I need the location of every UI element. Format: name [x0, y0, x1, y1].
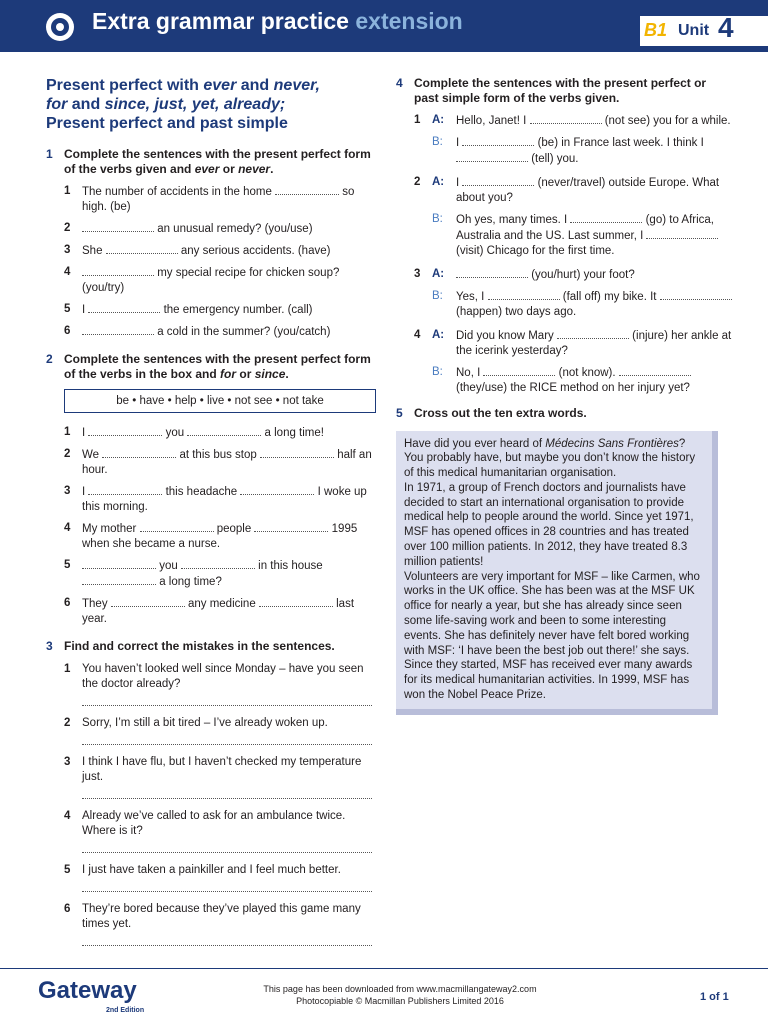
passage-text: Volunteers are very important for MSF – like Carmen, who works in the UK office. She has been was at the MSF UK office for nearly a year, but she has already since seen some life-saving work and been to some interesting events. She has definitely never have felt bored working with MSF: ‘I have been the best job out there!’ she says. — [404, 570, 700, 657]
answer-blank[interactable] — [254, 521, 328, 532]
list-item — [46, 902, 376, 946]
answer-blank[interactable] — [102, 447, 176, 458]
level-badge — [640, 12, 768, 46]
list-item — [46, 447, 376, 478]
answer-blank[interactable] — [88, 302, 160, 313]
word-box: be • have • help • live • not see • not take — [64, 389, 376, 413]
list-item — [46, 425, 376, 441]
dialogue-text — [432, 135, 734, 167]
answer-blank[interactable] — [619, 365, 691, 376]
item-number: 2 — [64, 716, 71, 729]
right-column — [396, 76, 734, 715]
dialogue-text — [432, 212, 734, 259]
list-item — [46, 265, 376, 296]
item-text: a long time! — [261, 427, 324, 439]
exercise-2-instruction: 2 Complete the sentences with the present perfect form of the verbs in the box and for or since. — [46, 352, 371, 381]
list-item — [46, 521, 376, 552]
dialogue-item — [396, 267, 734, 320]
exercise-1-instruction: 1 Complete the sentences with the present perfect form of the verbs given and ever or never. — [46, 147, 371, 176]
list-item — [46, 863, 376, 892]
item-text: I think I have flu, but I haven’t checked my temperature just. — [82, 755, 362, 783]
answer-blank[interactable] — [456, 267, 528, 278]
answer-blank[interactable] — [483, 365, 555, 376]
item-text: this headache — [162, 486, 241, 498]
item-text: My mother — [82, 523, 140, 535]
answer-blank[interactable] — [456, 151, 528, 162]
item-number: 1 — [64, 426, 71, 438]
dialogue-item — [396, 113, 734, 167]
answer-blank[interactable] — [646, 228, 718, 239]
page-title — [92, 8, 463, 35]
dialogue-text — [432, 113, 734, 129]
list-item — [46, 243, 376, 259]
list-item — [46, 221, 376, 237]
dialogue-text — [432, 365, 734, 396]
answer-blank[interactable] — [88, 425, 162, 436]
correction-line[interactable] — [82, 839, 372, 853]
item-text: They’re bored because they’ve played this game many times yet. — [82, 902, 361, 930]
unit-label: Unit — [678, 22, 710, 39]
list-item — [46, 302, 376, 318]
dialogue-line — [396, 267, 734, 283]
item-number: 5 — [64, 559, 71, 571]
item-text: people — [213, 523, 255, 535]
item-text: (injure) her ankle at the icerink yesterday? — [456, 330, 732, 357]
item-number: 6 — [64, 597, 71, 609]
dialogue-text — [432, 267, 734, 283]
item-number: 4 — [64, 522, 71, 534]
footer-notice: This page has been downloaded from www.macmillangateway2.com Photocopiable © Macmillan Publishers Limited 2016 — [263, 984, 537, 1006]
dialogue-line — [396, 365, 734, 396]
speaker-label: B: — [432, 213, 443, 225]
answer-blank[interactable] — [557, 328, 629, 339]
item-text: I woke up this morning. — [82, 486, 367, 513]
item-text: We — [82, 449, 103, 461]
answer-blank[interactable] — [462, 175, 534, 186]
item-number: 2 — [64, 448, 71, 460]
item-text: (tell) you. — [528, 153, 579, 165]
item-text: at this bus stop — [176, 449, 260, 461]
speaker-label: A: — [432, 329, 445, 341]
passage-italic: Médecins Sans Frontières — [545, 437, 679, 450]
list-item — [46, 755, 376, 799]
item-text: the emergency number. (call) — [160, 304, 313, 316]
exercise-1-items — [46, 184, 376, 340]
exercise-3-items — [46, 662, 376, 946]
passage-paragraph — [404, 437, 704, 481]
answer-blank[interactable] — [82, 221, 154, 232]
list-item — [46, 558, 376, 590]
page-number: 1 of 1 — [700, 991, 729, 1003]
passage-paragraph — [404, 570, 704, 659]
dialogue-item — [396, 328, 734, 396]
item-text: you — [156, 560, 181, 572]
item-number: 1 — [64, 662, 71, 675]
exercise-3-instruction: 3 Find and correct the mistakes in the sentences. — [46, 639, 335, 653]
left-column — [46, 76, 376, 956]
answer-blank[interactable] — [570, 212, 642, 223]
correction-line[interactable] — [82, 878, 372, 892]
passage-paragraph — [404, 481, 704, 570]
answer-blank[interactable] — [82, 324, 154, 335]
item-text: Oh yes, many times. I — [456, 214, 571, 226]
item-number: 1 — [64, 185, 71, 197]
item-text: (never/travel) outside Europe. What about you? — [456, 177, 720, 204]
item-text: (they/use) the RICE method on her injury yet? — [456, 382, 690, 394]
page-header — [0, 0, 768, 52]
item-number: 6 — [64, 902, 71, 915]
level-label: B1 — [644, 20, 668, 40]
item-number: 4 — [414, 329, 421, 341]
item-text: (go) to Africa, Australia and the US. Last summer, I — [456, 214, 714, 242]
exercise-2-items — [46, 425, 376, 627]
answer-blank[interactable] — [660, 289, 732, 300]
item-text: I — [82, 427, 89, 439]
dialogue-text — [432, 175, 734, 206]
item-text: (fall off) my bike. It — [559, 291, 660, 303]
title-main: Extra grammar practice — [92, 8, 349, 34]
unit-number: 4 — [718, 12, 734, 43]
item-text: an unusual remedy? (you/use) — [154, 223, 313, 235]
item-text: Yes, I — [456, 291, 488, 303]
gear-icon — [46, 13, 74, 41]
passage-text: Have did you ever heard of — [404, 437, 546, 450]
passage-paragraph — [404, 658, 704, 702]
answer-blank[interactable] — [82, 574, 156, 585]
correction-line[interactable] — [82, 932, 372, 946]
answer-blank[interactable] — [530, 113, 602, 124]
passage-text: In 1971, a group of French doctors and journalists have decided to start an international organisation to provide medical help to people around the world. Since yet 1971, MSF has opened offices in 28 countries and has treated over 100 million patients. In 2012, they have treated 8.3 million patients! — [404, 481, 694, 568]
speaker-label: B: — [432, 136, 443, 148]
list-item — [46, 809, 376, 853]
item-text: I — [456, 137, 463, 149]
section-heading: Present perfect with ever and never, for and since, just, yet, already; Present perfect and past simple — [46, 77, 320, 132]
correction-line[interactable] — [82, 692, 372, 706]
item-text: I just have taken a painkiller and I feel much better. — [82, 863, 341, 876]
item-number: 3 — [64, 755, 71, 768]
dialogue-line — [396, 175, 734, 206]
list-item — [46, 324, 376, 340]
item-text: my special recipe for chicken soup? (you/try) — [82, 267, 340, 294]
answer-blank[interactable] — [140, 521, 214, 532]
item-text: (visit) Chicago for the first time. — [456, 245, 615, 257]
answer-blank[interactable] — [88, 484, 162, 495]
dialogue-line — [396, 135, 734, 167]
exercise-5-instruction: 5 Cross out the ten extra words. — [396, 406, 587, 420]
list-item — [46, 596, 376, 627]
answer-blank[interactable] — [111, 596, 185, 607]
speaker-label: A: — [432, 114, 445, 126]
answer-blank[interactable] — [82, 265, 154, 276]
passage-text: Since they started, MSF has received ever many awards for its medical humanitarian activities. In 1999, MSF has won the Nobel Peace Prize. — [404, 659, 693, 702]
correction-line[interactable] — [82, 731, 372, 745]
item-text: (not see) you for a while. — [601, 115, 731, 127]
item-text: Hello, Janet! I — [456, 115, 530, 127]
list-item — [46, 716, 376, 745]
list-item — [46, 662, 376, 706]
dialogue-line — [396, 328, 734, 359]
list-item — [46, 484, 376, 515]
item-text: any serious accidents. (have) — [177, 245, 331, 257]
speaker-label: A: — [432, 268, 445, 280]
item-number: 5 — [64, 863, 71, 876]
speaker-label: A: — [432, 176, 445, 188]
item-number: 2 — [64, 222, 71, 234]
item-text: No, I — [456, 367, 484, 379]
title-extension: extension — [355, 8, 463, 34]
item-text: 1995 when she became a nurse. — [82, 523, 358, 550]
answer-blank[interactable] — [462, 135, 534, 146]
dialogue-item — [396, 175, 734, 259]
dialogue-line — [396, 289, 734, 320]
item-number: 3 — [64, 244, 71, 256]
gateway-logo: Gateway 2nd Edition — [38, 977, 145, 1014]
answer-blank[interactable] — [275, 184, 339, 195]
page-footer — [0, 968, 768, 1024]
dialogue-text — [432, 328, 734, 359]
item-text: The number of accidents in the home — [82, 186, 276, 198]
item-number: 3 — [64, 485, 71, 497]
reading-passage — [396, 431, 718, 715]
answer-blank[interactable] — [260, 447, 334, 458]
list-item — [46, 184, 376, 215]
item-text: I — [456, 177, 463, 189]
dialogue-line — [396, 212, 734, 259]
answer-blank[interactable] — [82, 558, 156, 569]
answer-blank[interactable] — [106, 243, 178, 254]
dialogue-text — [432, 289, 734, 320]
item-text: so high. (be) — [82, 186, 355, 213]
item-text: any medicine — [184, 598, 259, 610]
answer-blank[interactable] — [488, 289, 560, 300]
item-text: They — [82, 598, 111, 610]
item-text: (happen) two days ago. — [456, 306, 577, 318]
item-text: Already we’ve called to ask for an ambulance twice. Where is it? — [82, 809, 346, 837]
item-text: You haven’t looked well since Monday – have you seen the doctor already? — [82, 662, 364, 690]
item-text: Did you know Mary — [456, 330, 557, 342]
item-text: (you/hurt) your foot? — [528, 269, 635, 281]
item-text: Sorry, I’m still a bit tired – I’ve already woken up. — [82, 716, 328, 729]
item-text: I — [82, 486, 89, 498]
item-text: a cold in the summer? (you/catch) — [154, 326, 331, 338]
item-number: 3 — [414, 268, 421, 280]
answer-blank[interactable] — [181, 558, 255, 569]
item-text: a long time? — [156, 576, 222, 588]
item-text: last year. — [82, 598, 355, 625]
item-number: 4 — [64, 809, 71, 822]
item-text: I — [82, 304, 89, 316]
passage-text: ? You probably have, but maybe you don’t know the history of this medical humanitarian organisation. — [404, 437, 696, 480]
item-number: 1 — [414, 114, 421, 126]
exercise-4-instruction: 4 Complete the sentences with the present perfect or past simple form of the verbs given. — [396, 76, 707, 105]
item-number: 2 — [414, 176, 421, 188]
exercise-4-items — [396, 113, 734, 396]
answer-blank[interactable] — [240, 484, 314, 495]
item-text: you — [162, 427, 188, 439]
speaker-label: B: — [432, 290, 443, 302]
item-number: 6 — [64, 325, 71, 337]
correction-line[interactable] — [82, 785, 372, 799]
item-number: 5 — [64, 303, 71, 315]
item-text: in this house — [254, 560, 323, 572]
answer-blank[interactable] — [187, 425, 261, 436]
item-text: (be) in France last week. I think I — [534, 137, 704, 149]
dialogue-line — [396, 113, 734, 129]
item-text: (not know). — [555, 367, 619, 379]
item-text: half an hour. — [82, 449, 372, 476]
speaker-label: B: — [432, 366, 443, 378]
answer-blank[interactable] — [259, 596, 333, 607]
item-number: 4 — [64, 266, 71, 278]
item-text: She — [82, 245, 106, 257]
